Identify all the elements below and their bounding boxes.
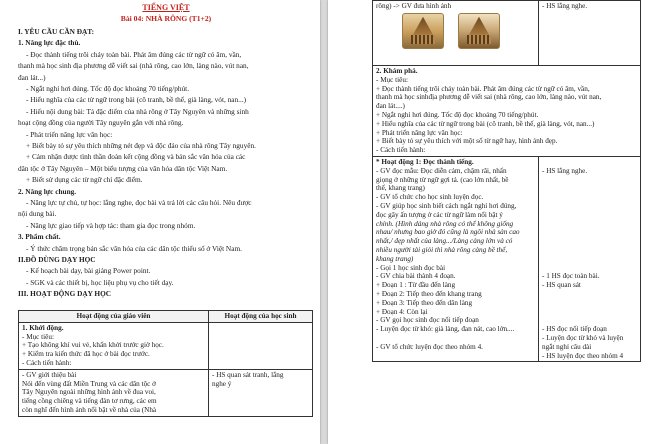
text-line: thanh mà học sinh địa phương dễ viết sai (nhà rông, cao lớn, làng nào, vút nan, <box>18 61 249 71</box>
cell-line <box>542 228 637 237</box>
cell-line: thế, khang trang) <box>376 184 425 193</box>
text-line: - Phát triển năng lực văn học: <box>26 129 113 139</box>
cell-line: + Kiểm tra kiến thức đã học ở bài đọc trước. <box>22 350 150 359</box>
teacher-cell-text: rông) -> GV đưa hình ảnh <box>376 2 452 10</box>
cell-line: 2. Khám phá. <box>376 67 418 75</box>
table-row <box>19 369 313 416</box>
cell-line: - Mục tiêu: <box>22 332 54 341</box>
cell-line <box>542 299 637 308</box>
right-page-content <box>372 0 642 444</box>
text-line: - Hiểu nội dung bài: Tả đặc điểm của nhà rông ở Tây Nguyên và những sinh <box>26 106 249 116</box>
cell-line: + Phát triển năng lực văn học: <box>376 128 463 137</box>
cell-line: - GV gọi học sinh đọc nối tiếp đoạn <box>376 316 479 325</box>
text-line: II.ĐỒ DÙNG DẠY HỌC <box>18 255 96 264</box>
text-line: + Biết sử dụng các từ ngữ chỉ đặc điểm. <box>26 175 143 185</box>
cell-line: - GV tổ chức cho học sinh luyện đọc. <box>376 193 484 202</box>
cell-line: tiếng cồng chiêng và tiếng đàn tơ rưng, các em <box>22 397 157 406</box>
cell-line: còn nghĩ đến hình ảnh nổi bật về nhà của (Nhà <box>22 405 157 414</box>
cell-line: - GV chia bài thành 4 đoạn. <box>376 272 456 281</box>
cell-line <box>542 202 637 211</box>
cell-line: - Luyện đọc từ khó: già làng, đan nát, cao lớn.... <box>376 325 515 334</box>
table-row <box>19 322 313 369</box>
cell-line: - GV tổ chức luyện đọc theo nhóm 4. <box>376 342 483 351</box>
subject-title: TIẾNG VIỆT <box>142 3 190 12</box>
cell-line <box>542 184 637 193</box>
cell-line: - HS quan sát <box>542 281 581 290</box>
cell-line: - Cách tiến hành: <box>376 146 426 155</box>
cell-line: - HS quan sát tranh, lắng <box>212 370 284 379</box>
cell-line <box>542 176 637 185</box>
cell-line: + Biết bày tỏ sự yêu thích với một số từ ngữ hay, hình ảnh đẹp. <box>376 137 558 146</box>
text-line: dân tộc ở Tây Nguyên – Một biểu tượng của văn hóa dân tộc Việt Nam. <box>18 163 228 173</box>
cell-line: - Gọi 1 học sinh đọc bài <box>376 263 446 272</box>
text-line: III. HOẠT ĐỘNG DẠY HỌC <box>18 289 112 299</box>
cell-line: ngắt nghỉ câu dài <box>542 342 592 351</box>
left-page-content <box>18 0 314 444</box>
text-line: 3. Phẩm chất. <box>18 232 61 242</box>
cell-line <box>542 264 637 273</box>
cell-line: - GV đọc mẫu: Đọc diễn cảm, chậm rãi, nhấn <box>376 166 507 175</box>
cell-line: - Mục tiêu: <box>376 75 408 84</box>
cell-line: - GV giới thiệu bài <box>22 370 77 379</box>
cell-line <box>542 308 637 317</box>
cell-line: nhau/ nhưng bao giờ đó cũng là ngôi nhà sàn cao <box>376 228 520 237</box>
teacher-cell <box>19 369 209 416</box>
cell-line: - Cách tiến hành: <box>22 358 72 367</box>
cell-line: - HS lắng nghe. <box>542 166 588 175</box>
table-row <box>373 66 641 157</box>
cell-line: + Ngắt nghỉ hơi đúng. Tốc độ đọc khoảng 70 tiếng/phút. <box>376 110 539 119</box>
cell-line <box>542 193 637 202</box>
text-line: + Biết bày tỏ sự yêu thích những nét đẹp và độc đáo của nhà rông Tây nguyên. <box>26 141 256 150</box>
cell-line <box>542 246 637 255</box>
cell-line <box>376 334 535 343</box>
cell-line: Nói đến vùng đất Miền Trung và các dân tộc ở <box>22 379 156 388</box>
cell-line: khang trang) <box>376 254 414 263</box>
cell-line <box>542 290 637 299</box>
cell-line: nhiều người tài giỏi thì nhà rông càng bề thế, <box>376 245 508 254</box>
cell-line: + Tạo không khí vui vẻ, khấn khởi trước giờ học. <box>22 341 164 350</box>
text-line: - SGK và các thiết bị, học liệu phụ vụ cho tiết dạy. <box>26 277 174 287</box>
continued-table <box>372 0 641 362</box>
text-line: 1. Năng lực đặc thù. <box>18 38 81 48</box>
cell-line <box>542 255 637 264</box>
cell-line: + Đoạn 3: Tiếp theo đến dân làng <box>376 298 473 307</box>
cell-line: giọng ở những từ ngữ gợi tả. (cao lớn nhất, bề <box>376 175 509 184</box>
right-page <box>328 0 650 444</box>
nha-rong-photo-1 <box>402 13 444 49</box>
student-cell-text: - HS lắng nghe. <box>542 2 588 10</box>
cell-line: - GV giúp học sinh biết cách ngắt nghỉ hơi đúng, <box>376 201 517 210</box>
left-page <box>0 0 320 444</box>
text-line: + Cảm nhận được tình thần đoàn kết cộng đồng và bản sắc văn hóa của các <box>26 152 246 162</box>
text-line: - Đọc thành tiếng trôi chảy toàn bài. Phát âm đúng các từ ngữ có âm, vần, <box>26 49 242 59</box>
cell-line: nghe ý <box>212 379 232 388</box>
text-line: - Ngắt nghỉ hơi đúng. Tốc độ đọc khoảng 70 tiếng/phút. <box>26 84 190 93</box>
student-cell <box>539 156 641 361</box>
text-line: - Năng lực tự chủ, tự học: lắng nghe, đọc bài và trả lời các câu hỏi. Nêu được <box>26 198 252 207</box>
cell-line: chính. (Hình dáng nhà rông có thể không giống <box>376 219 514 228</box>
teacher-cell <box>19 322 209 369</box>
teacher-column-header: Hoạt động của giáo viên <box>19 311 209 323</box>
cell-line: - Luyện đọc từ khó và luyện <box>542 333 624 342</box>
text-line: - Năng lực giao tiếp và hợp tác: tham gia đọc trong nhóm. <box>26 220 196 230</box>
cell-line: + Đoạn 2: Tiếp theo đến khang trang <box>376 289 482 298</box>
cell-line <box>542 237 637 246</box>
activity-table <box>18 310 313 417</box>
student-column-header: Hoạt động của học sinh <box>209 311 313 323</box>
lesson-title: Bài 04: NHÀ RÔNG (T1+2) <box>120 14 212 23</box>
cell-line: + Đoạn 1 : Từ đầu đến làng <box>376 281 456 290</box>
student-cell <box>209 322 313 369</box>
text-line: - Hiểu nghĩa của các từ ngữ trong bài (cô tranh, bề thế, già làng, vót, nan...) <box>26 95 247 105</box>
text-line: nội dung bài. <box>18 209 57 219</box>
table-row <box>373 1 641 66</box>
student-cell <box>209 369 313 416</box>
text-line: 2. Năng lực chung. <box>18 186 77 196</box>
nha-rong-photo-2 <box>458 13 500 49</box>
activity-title: * Hoạt động 1: Đọc thành tiếng. <box>376 157 474 166</box>
cell-line: đọc gây ấn tượng ở các từ ngữ làm nổi bật ý <box>376 210 503 219</box>
text-line: hoạt cộng đồng của người Tây nguyên gắn với nhà rông. <box>18 118 184 128</box>
cell-line: đan lát....) <box>376 102 405 111</box>
section-2-cell <box>373 66 641 157</box>
cell-line: - HS luyện đọc theo nhóm 4 <box>542 351 624 360</box>
text-line: đan lát...) <box>18 72 46 82</box>
text-line: - Kế hoạch bài dạy, bài giảng Power point. <box>26 266 151 276</box>
cell-line <box>542 220 637 229</box>
cell-line: + Hiểu nghĩa của các từ ngữ trong bài (cô tranh, bề thế, già làng, vót, nan...) <box>376 119 595 128</box>
cell-line: 1. Khởi động. <box>22 323 64 332</box>
cell-line: + Đoạn 4: Còn lại <box>376 307 428 316</box>
cell-line: - 1 HS đọc toàn bài. <box>542 272 600 281</box>
cell-line: Tây Nguyên ngoài những hình ảnh về đua voi, <box>22 388 156 397</box>
cell-line: nhất,/ đẹp nhất của làng.../Làng càng lớn và có <box>376 237 513 246</box>
text-line: - Ý thức chăm trọng bản sắc văn hóa của các dân tộc thiểu số ở Việt Nam. <box>26 243 242 253</box>
cell-line <box>542 211 637 220</box>
cell-line: thanh mà học sinhđịa phương dễ viết sai (nhà rông, cao lớn, làng nào, vút nan, <box>376 93 602 102</box>
table-row <box>373 156 641 361</box>
teacher-cell <box>373 156 539 361</box>
cell-line <box>542 316 637 325</box>
cell-line: - HS đọc nối tiếp đoạn <box>542 325 607 334</box>
text-line: I. YÊU CẦU CẦN ĐẠT: <box>18 27 95 36</box>
cell-line: + Đọc thành tiếng trôi chảy toàn bài. Phát âm đúng các từ ngữ có âm, vần, <box>376 84 590 93</box>
